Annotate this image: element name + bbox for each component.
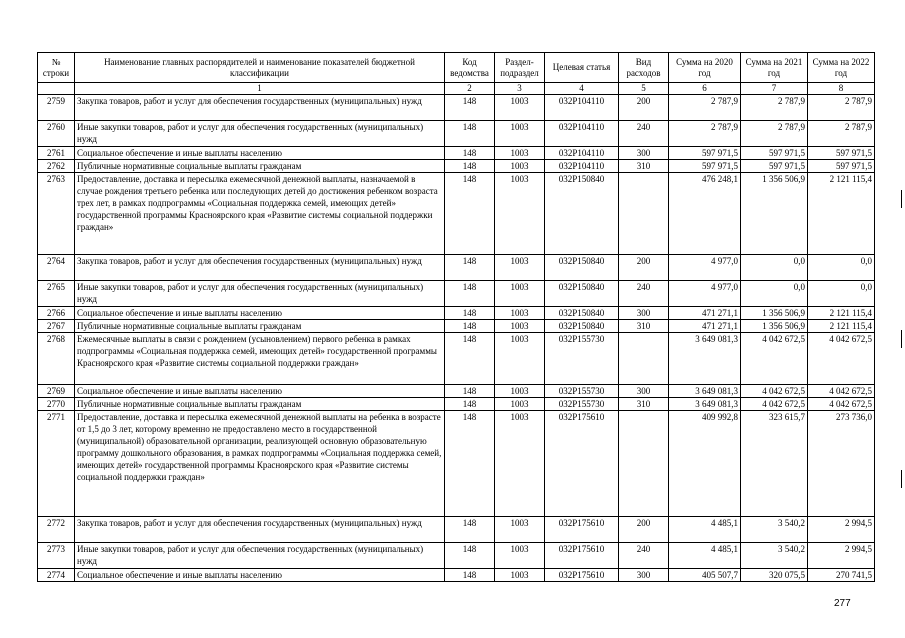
row-sum-2022: 597 971,5 bbox=[808, 160, 875, 173]
row-sum-2021: 4 042 672,5 bbox=[741, 333, 808, 385]
row-section: 1003 bbox=[495, 517, 545, 543]
row-number: 2769 bbox=[38, 385, 75, 398]
row-number: 2764 bbox=[38, 255, 75, 281]
row-code: 148 bbox=[445, 398, 495, 411]
row-target: 032P175610 bbox=[545, 543, 619, 569]
row-sum-2021: 4 042 672,5 bbox=[741, 398, 808, 411]
row-sum-2021: 2 787,9 bbox=[741, 95, 808, 121]
row-sum-2021: 1 356 506,9 bbox=[741, 307, 808, 320]
row-kind: 310 bbox=[619, 320, 669, 333]
row-target: 032P104110 bbox=[545, 160, 619, 173]
table-row bbox=[38, 398, 875, 411]
page-number: 277 bbox=[834, 598, 851, 609]
row-target: 032P150840 bbox=[545, 307, 619, 320]
row-sum-2021: 1 356 506,9 bbox=[741, 173, 808, 255]
row-kind: 240 bbox=[619, 121, 669, 147]
row-sum-2020: 3 649 081,3 bbox=[669, 385, 741, 398]
row-sum-2020: 3 649 081,3 bbox=[669, 398, 741, 411]
row-code: 148 bbox=[445, 95, 495, 121]
table-row bbox=[38, 173, 875, 255]
row-target: 032P175610 bbox=[545, 411, 619, 517]
row-section: 1003 bbox=[495, 307, 545, 320]
row-sum-2022: 270 741,5 bbox=[808, 569, 875, 582]
row-sum-2021: 1 356 506,9 bbox=[741, 320, 808, 333]
row-sum-2022: 2 787,9 bbox=[808, 95, 875, 121]
table-row bbox=[38, 121, 875, 147]
header-kind: Вид расходов bbox=[619, 53, 669, 83]
row-name: Закупка товаров, работ и услуг для обеспечения государственных (муниципальных) нужд bbox=[75, 95, 445, 121]
row-code: 148 bbox=[445, 320, 495, 333]
row-code: 148 bbox=[445, 147, 495, 160]
row-sum-2022: 4 042 672,5 bbox=[808, 385, 875, 398]
row-sum-2020: 4 977,0 bbox=[669, 255, 741, 281]
row-kind: 300 bbox=[619, 307, 669, 320]
row-target: 032P150840 bbox=[545, 173, 619, 255]
row-name: Предоставление, доставка и пересылка ежемесячной денежной выплаты на ребенка в возрасте от 1,5 до 3 лет, которому временно не предоставлено место в государственной (муниципальной) образовательной организации, реализующей основную образовательную программу дошкольного образования, в рамках подпрограммы «Социальная поддержка семей, имеющих детей» государственной программы Красноярского края «Развитие системы социальной поддержки граждан» bbox=[75, 411, 445, 517]
row-name: Социальное обеспечение и иные выплаты населению bbox=[75, 385, 445, 398]
row-sum-2020: 405 507,7 bbox=[669, 569, 741, 582]
row-kind: 310 bbox=[619, 160, 669, 173]
row-name: Предоставление, доставка и пересылка ежемесячной денежной выплаты, назначаемой в случае рождения третьего ребенка или последующих детей до достижения ребенком возраста трех лет, в рамках подпрограммы «Социальная поддержка семей, имеющих детей» государственной программы Красноярского края «Развитие системы социальной поддержки граждан» bbox=[75, 173, 445, 255]
row-code: 148 bbox=[445, 307, 495, 320]
col-index: 6 bbox=[669, 83, 741, 95]
row-code: 148 bbox=[445, 281, 495, 307]
col-index: 4 bbox=[545, 83, 619, 95]
row-sum-2022: 2 994,5 bbox=[808, 517, 875, 543]
row-section: 1003 bbox=[495, 320, 545, 333]
row-name: Закупка товаров, работ и услуг для обеспечения государственных (муниципальных) нужд bbox=[75, 255, 445, 281]
row-sum-2020: 4 485,1 bbox=[669, 517, 741, 543]
row-sum-2020: 597 971,5 bbox=[669, 160, 741, 173]
row-target: 032P175610 bbox=[545, 517, 619, 543]
row-code: 148 bbox=[445, 121, 495, 147]
row-section: 1003 bbox=[495, 411, 545, 517]
row-sum-2020: 597 971,5 bbox=[669, 147, 741, 160]
row-sum-2020: 471 271,1 bbox=[669, 307, 741, 320]
table-row bbox=[38, 333, 875, 385]
row-section: 1003 bbox=[495, 173, 545, 255]
table-row bbox=[38, 411, 875, 517]
edge-mark bbox=[901, 470, 902, 488]
row-kind bbox=[619, 333, 669, 385]
row-sum-2021: 4 042 672,5 bbox=[741, 385, 808, 398]
row-sum-2022: 4 042 672,5 bbox=[808, 333, 875, 385]
budget-table bbox=[37, 52, 875, 582]
row-sum-2020: 2 787,9 bbox=[669, 121, 741, 147]
table-row bbox=[38, 385, 875, 398]
row-number: 2770 bbox=[38, 398, 75, 411]
row-sum-2022: 0,0 bbox=[808, 255, 875, 281]
row-number: 2773 bbox=[38, 543, 75, 569]
col-index-blank bbox=[38, 83, 75, 95]
row-kind bbox=[619, 411, 669, 517]
row-sum-2022: 2 121 115,4 bbox=[808, 173, 875, 255]
row-section: 1003 bbox=[495, 385, 545, 398]
row-sum-2022: 0,0 bbox=[808, 281, 875, 307]
row-sum-2021: 320 075,5 bbox=[741, 569, 808, 582]
row-sum-2022: 2 994,5 bbox=[808, 543, 875, 569]
row-section: 1003 bbox=[495, 95, 545, 121]
row-target: 032P155730 bbox=[545, 398, 619, 411]
row-sum-2021: 0,0 bbox=[741, 255, 808, 281]
col-index: 3 bbox=[495, 83, 545, 95]
row-section: 1003 bbox=[495, 569, 545, 582]
row-name: Социальное обеспечение и иные выплаты населению bbox=[75, 147, 445, 160]
row-target: 032P150840 bbox=[545, 255, 619, 281]
row-code: 148 bbox=[445, 333, 495, 385]
row-number: 2763 bbox=[38, 173, 75, 255]
header-name: Наименование главных распорядителей и наименование показателей бюджетной классификации bbox=[75, 53, 445, 83]
row-number: 2760 bbox=[38, 121, 75, 147]
row-sum-2022: 2 121 115,4 bbox=[808, 307, 875, 320]
row-sum-2021: 597 971,5 bbox=[741, 160, 808, 173]
header-sum-2020: Сумма на 2020 год bbox=[669, 53, 741, 83]
row-code: 148 bbox=[445, 160, 495, 173]
row-sum-2020: 2 787,9 bbox=[669, 95, 741, 121]
row-kind: 240 bbox=[619, 543, 669, 569]
header-section: Раздел-подраздел bbox=[495, 53, 545, 83]
row-section: 1003 bbox=[495, 147, 545, 160]
row-sum-2022: 597 971,5 bbox=[808, 147, 875, 160]
row-kind: 300 bbox=[619, 385, 669, 398]
row-sum-2022: 2 121 115,4 bbox=[808, 320, 875, 333]
table-row bbox=[38, 147, 875, 160]
row-name: Ежемесячные выплаты в связи с рождением (усыновлением) первого ребенка в рамках подпрограммы «Социальная поддержка семей, имеющих детей» государственной программы Красноярского края «Развитие системы социальной поддержки граждан» bbox=[75, 333, 445, 385]
row-sum-2021: 2 787,9 bbox=[741, 121, 808, 147]
row-number: 2759 bbox=[38, 95, 75, 121]
row-target: 032P104110 bbox=[545, 147, 619, 160]
table-row bbox=[38, 569, 875, 582]
row-number: 2768 bbox=[38, 333, 75, 385]
col-index: 7 bbox=[741, 83, 808, 95]
row-number: 2765 bbox=[38, 281, 75, 307]
row-target: 032P104110 bbox=[545, 121, 619, 147]
row-target: 032P175610 bbox=[545, 569, 619, 582]
row-target: 032P150840 bbox=[545, 281, 619, 307]
row-name: Публичные нормативные социальные выплаты гражданам bbox=[75, 320, 445, 333]
row-name: Иные закупки товаров, работ и услуг для обеспечения государственных (муниципальных) нужд bbox=[75, 543, 445, 569]
row-code: 148 bbox=[445, 173, 495, 255]
row-kind: 310 bbox=[619, 398, 669, 411]
header-num: № строки bbox=[38, 53, 75, 83]
row-number: 2762 bbox=[38, 160, 75, 173]
row-code: 148 bbox=[445, 569, 495, 582]
column-index-row bbox=[38, 83, 875, 95]
row-kind: 300 bbox=[619, 147, 669, 160]
row-section: 1003 bbox=[495, 281, 545, 307]
table-row bbox=[38, 543, 875, 569]
row-sum-2021: 323 615,7 bbox=[741, 411, 808, 517]
row-name: Иные закупки товаров, работ и услуг для обеспечения государственных (муниципальных) нужд bbox=[75, 121, 445, 147]
row-section: 1003 bbox=[495, 398, 545, 411]
row-target: 032P104110 bbox=[545, 95, 619, 121]
table-row bbox=[38, 95, 875, 121]
row-number: 2771 bbox=[38, 411, 75, 517]
row-sum-2021: 3 540,2 bbox=[741, 517, 808, 543]
row-name: Социальное обеспечение и иные выплаты населению bbox=[75, 307, 445, 320]
table-row bbox=[38, 281, 875, 307]
row-number: 2767 bbox=[38, 320, 75, 333]
header-sum-2021: Сумма на 2021 год bbox=[741, 53, 808, 83]
header-target: Целевая статья bbox=[545, 53, 619, 83]
row-name: Публичные нормативные социальные выплаты гражданам bbox=[75, 160, 445, 173]
table-row bbox=[38, 160, 875, 173]
row-kind: 240 bbox=[619, 281, 669, 307]
row-name: Публичные нормативные социальные выплаты гражданам bbox=[75, 398, 445, 411]
row-sum-2021: 0,0 bbox=[741, 281, 808, 307]
row-code: 148 bbox=[445, 543, 495, 569]
row-number: 2761 bbox=[38, 147, 75, 160]
row-sum-2022: 273 736,0 bbox=[808, 411, 875, 517]
row-name: Социальное обеспечение и иные выплаты населению bbox=[75, 569, 445, 582]
row-number: 2772 bbox=[38, 517, 75, 543]
edge-mark bbox=[901, 330, 902, 348]
row-kind: 300 bbox=[619, 569, 669, 582]
col-index: 8 bbox=[808, 83, 875, 95]
row-name: Закупка товаров, работ и услуг для обеспечения государственных (муниципальных) нужд bbox=[75, 517, 445, 543]
row-sum-2021: 597 971,5 bbox=[741, 147, 808, 160]
row-sum-2020: 3 649 081,3 bbox=[669, 333, 741, 385]
col-index: 1 bbox=[75, 83, 445, 95]
row-target: 032P155730 bbox=[545, 333, 619, 385]
row-name: Иные закупки товаров, работ и услуг для обеспечения государственных (муниципальных) нужд bbox=[75, 281, 445, 307]
row-section: 1003 bbox=[495, 543, 545, 569]
row-number: 2774 bbox=[38, 569, 75, 582]
header-row bbox=[38, 53, 875, 83]
table-row bbox=[38, 320, 875, 333]
row-sum-2020: 476 248,1 bbox=[669, 173, 741, 255]
row-code: 148 bbox=[445, 411, 495, 517]
row-sum-2022: 2 787,9 bbox=[808, 121, 875, 147]
row-kind: 200 bbox=[619, 517, 669, 543]
row-section: 1003 bbox=[495, 121, 545, 147]
row-target: 032P150840 bbox=[545, 320, 619, 333]
row-sum-2020: 471 271,1 bbox=[669, 320, 741, 333]
row-number: 2766 bbox=[38, 307, 75, 320]
row-code: 148 bbox=[445, 517, 495, 543]
header-code: Код ведомства bbox=[445, 53, 495, 83]
row-sum-2020: 4 485,1 bbox=[669, 543, 741, 569]
row-sum-2020: 4 977,0 bbox=[669, 281, 741, 307]
row-code: 148 bbox=[445, 385, 495, 398]
row-code: 148 bbox=[445, 255, 495, 281]
table-row bbox=[38, 307, 875, 320]
table-row bbox=[38, 255, 875, 281]
row-sum-2022: 4 042 672,5 bbox=[808, 398, 875, 411]
header-sum-2022: Сумма на 2022 год bbox=[808, 53, 875, 83]
table-row bbox=[38, 517, 875, 543]
row-sum-2021: 3 540,2 bbox=[741, 543, 808, 569]
row-kind bbox=[619, 173, 669, 255]
edge-mark bbox=[901, 190, 902, 208]
row-section: 1003 bbox=[495, 255, 545, 281]
row-kind: 200 bbox=[619, 95, 669, 121]
col-index: 5 bbox=[619, 83, 669, 95]
col-index: 2 bbox=[445, 83, 495, 95]
row-section: 1003 bbox=[495, 160, 545, 173]
row-section: 1003 bbox=[495, 333, 545, 385]
row-kind: 200 bbox=[619, 255, 669, 281]
row-sum-2020: 409 992,8 bbox=[669, 411, 741, 517]
row-target: 032P155730 bbox=[545, 385, 619, 398]
